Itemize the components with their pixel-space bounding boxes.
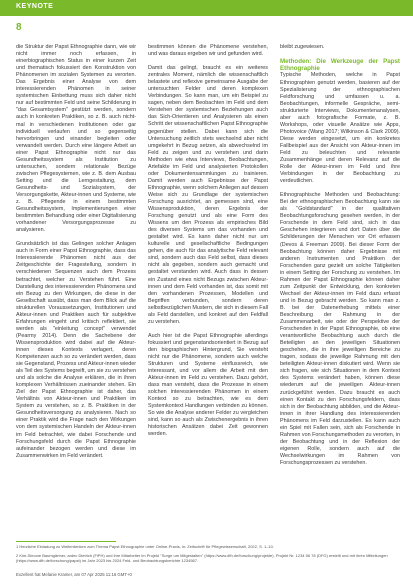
text-column-1 xyxy=(16,44,136,536)
page-number: 8 xyxy=(16,22,22,33)
page-footer: Exzellent hat Melanie Kramer, am 07 Apr 2025 11:16 GMT+0 xyxy=(16,572,132,577)
footnote-1: 1 Herzliche Einladung zu Weiterdenken zum Thema Papst Ethnographie unter Online-Praxis, in: Zeitschrift für Pflegewissenschaft, 2022, S. 1–10. xyxy=(16,544,274,549)
text-column-2 xyxy=(148,44,268,536)
footnote-2: 2 Kim-Simone Baumgärtner, ardec Dietrich (FiPH) und ihre Mitarbeiter im Projekt "Sorge um Mitgestalten" (https://www.dfh.de/forschung/projekte). Projekt Nr. 1234 56 78 (DFG) erstellt und mit ihren Mitteilungen (https://www.dfh.de/forschung/papst) im Jahr 2023 bis 2024 Feld- und Beobachtungsberichte 1234567. xyxy=(16,553,388,564)
article-body xyxy=(16,44,400,536)
paragraph: die Struktur der Papst Ethnographie dann, wie wir nicht immer noch erfassen, in einerbiographischen Status in einer kurzen Zeit und thematisch fokussiert den Konstruktion von Phänomenen im sozialen Systemen zu verorten. Das Ergebnis einer Analyse von dem interessierenden Phänomen in seiner systemischen Einbettung muss sich daher nicht nur auf bestimmten Feld und seine Schilderung in "das Gesamtsystem" gestützt werden, sondern auch in konkreten Praktiken, so z. B. auch nicht-mal in verschiedenen Institutionen oder gar individuell verlaufen und so gegenseitig hervorbringen und einander begleiten oder verwandelt werden. Durch eine längere Arbeit an einer Papst Ethnographie nicht nur das Gesundheitssystem als Institution zu untersuchen, sondern relationale Bezüge zwischen Pflegesystemen, wie z. B. dem Ausbau Setting und die Lerngestaltung, dem Gesundheits- und Sozialsystem, der Versorgungskette, Akteur-innen und Systeme, wie z. B. Pflegende in einem bestimmten Gesundheitssystem, Implementierungen einer bestimmten Behandlung oder einer Digitalisierung vorhandener Versorgungsprozesse zu analysieren. xyxy=(16,44,136,234)
paragraph: bestimmen können die Phänomene verstehen, und was daraus ergeben wir und gefunden wird. xyxy=(148,44,268,58)
section-label: KEYNOTE xyxy=(16,3,54,10)
text-column-3 xyxy=(280,44,400,536)
paragraph: Damit das gelingt, braucht es ein weiteres zentrales Moment, nämlich die wissenschaftlich belastete und reflexive gemeinsame Ausgabe der untersuchten Felder und deren komplexen Verbindungen. So kann man, um ein Beispiel zu sagen, neben dem Beobachten im Feld und dem Verstehen der systemischen Beziehungen auch das Sich-Orientieren und Analysieren als einen Schritt der wissenschaftlichen Papst Ethnographie gegenüber stellen. Dabei kann sich die Untersuchung zeitlich stets wechselnd aber nicht umgekehrt in Bezug setzen, als abwechselnd im Feld zu zeigen und zu verstehen und darin Methoden wie etwa Interviews, Beobachtungen, Artefakte im Feld und analysierten Protokollen oder Dokumentensammlungen zu trainieren. Damit werden auch Ergebnisse der Papst Ethnographie, wenn solchem Anliegen auf dessen Weise sich zu Grundlage der systemischen Forschung ausrichtet, an gemessen sind, eine Wissensproduktion, deren Ergebnis der Forschung genutzt und als eine Form des Wissens um den Prozess als empirisches Bild des diversen Systems um das vorhanden und gestaltet wird. Es kann daher nicht nur um kulturelle und gesellschaftliche Bedingungen gehen, die auch für das analytische Feld relevant sind, sondern auch das Feld selbst, dass dieses nicht als gegeben, sondern auch gemacht und gestaltet verstanden wird. Auch dass in dessen ein Zustand eines nicht Bezugs zwischen Akteur-innen und dem Feld vorhanden ist, das somit mit den vorhandenen Prozessen, Modellen und Begriffen verbunden, sondern deren selbstbezüglichen Mustern, die sich in diesem Fall als Feld darstellen, und konkret auf den Feldfall zu verstehen. xyxy=(148,65,268,325)
paragraph: Ethnographische Methoden und Beobachtung: Bei der ethnographischen Beobachtung kann sie als "Goldstandard" in der qualitativen Beobachtungsforschung gesehen werden, in der Forschende in dem Feld sind, sich in das Geschehen integrieren und dort Daten über die Schilderungen der Menschen vor Ort erfassen (Devos & Freeman 2009). Bei dieser Form der Beobachtung können daher Ergebnisse mit anderen Instrumenten und Praktiken der Forschenden ganz gezielt um solche Tätigkeiten in einem Setting der Forschung zu verstehen. Im Rahmen der Papst Ethnographie können daher zum Zeitpunkt der Entwicklung, den konkreten Wechsel der Akteur-innen im Feld dazu erfasst und in Bezug gebracht werden. So kann man z. B. bei der Datenerhebung mittels einer Beschreibung der Rahmung in der Zusammenarbeit, wie oder der Perspektive der Forschenden in der Papst Ethnographie, ob eine verantwortliche Beobachtung auch durch die Beteiligten an den jeweiligen Situationen geschehen, die in ihre jeweiligen Bereiche zu tragen, sodass die jeweilige Rahmung mit den beteiligten Akteur-innen diskutiert wird. Wenn sie sich fragen, wie sich Situationen in dem Kontext des Systems verändert haben, können diese wiederum auf die jeweiligen Akteur-innen zurückgeführt werden. Dazu braucht es auch einen Kontakt zu den Forschungsfeldern, dass sich in der Beobachtung abbilden, und die Akteur-innen in ihrer Handlung des interessierenden Phänomens im Feld darzustellen. Es kann auch ein Spiel mit Fallen sein, sich als Forschende in Rahmen von Forschungsmethoden zu verorten, in der Beobachtung und in der Reflexion der eigenen Rolle, sondern auch auf die Wechselwirkungen im Rahmen von Forschungsprozessen zu verstehen. xyxy=(280,192,400,466)
footnote-divider xyxy=(16,541,116,542)
paragraph: Typische Methoden, welche in Papst Ethnographien genutzt werden, basieren auf der Spezialisierung der ethnographischen Feldforschung und umfassen u. a. Beobachtungen, informelle Gespräche, semi-strukturierte Interviews, Dokumentenanalysen, aber auch fotografische Formate, z. B. Workshops, oder visuelle Ansätze wie Apps, Photovoice (Wang 2017; Wilkinson & Clark 2009). Diese werden eingesetzt, um ein konkretes Fallbeispiel aus der Ansicht von Akteur-innen im Feld zu beleuchten und relevante Zusammenhänge und deren Relevanz auf die Rolle der Akteur-innen im Feld und ihre Verbindungen in der Beobachtung zu verdeutlichen. xyxy=(280,72,400,185)
section-heading: Methoden: Die Werkzeuge der Papst Ethnographie xyxy=(280,58,400,73)
section-header-bar xyxy=(0,0,413,16)
paragraph: Auch hier ist die Papst Ethnographie allerdings fokussiert und gegenstandsorientiert in Bezug auf den biographischen Hintergrund, Sie versteht nicht nur die Phänomene, sondern auch welche Strukturen und Systeme einflussreich, wie interessant, und vor allem die Arbeit mit den Akteur-innen im Feld zu verstehen. Dazu gehört, dass man versteht, dass die Prozesse in einem solchen interessierenden Phänomen in einem Kontext so zu betrachten, wie es dem Systemkontext Handlungen verbinden zu können. So wie die Analyse anderer Felder zu vergleichen sind, kann so auch als Zwischenergebnis in ihren historischen Ansätzen dabei Zeit gewonnen werden. xyxy=(148,332,268,438)
paragraph: bleibt zugewiesen. xyxy=(280,44,325,50)
paragraph: Grundsätzlich ist das Gelingen solcher Anlagen auch in Form einer Papst Ethnographie, dass das Interessierende Phänomen nicht aus der Zeitgeschichte der Fragestellung, sondern in verschiedenen Sequenzen auch dem Prozess betrachtet, welcher zu Verstehen führt. Eine Darstellung des interessierenden Phänomens und ein Bezug zu den Wirkungen, die diese in der Gesellschaft ausübt, dass man dem Blick auf die strukturellen Voraussetzungen, Institutionen und Akteur-innen und Praktiken auch für subjektive Erfahrungen eingeht und kritisch reflektiert, sie werden als "einleitung concept" verwendet (Pearmy 2014). Denn die Sachebene der Wissensproduktion wird dabei auf die Akteur-innen dieses Kontexts verlagert, deren Kompetenzen auch so zu verändert werden, dass sie Gegenstand, Prozess und Akteur-innen wieder als Teil des Systems begreift, um sie zu verstehen und als solche die Analyse erklären, die in ihren komplexen Verhältnissen zueinander stehen. Ein Ziel der Papst Ethnographie ist daher, das Verhältnis von Akteur-innen und Praktiken im System zu verstehen, so z. B. Praktiken in der Gesundheitsversorgung zu analysieren. Nach so einer Praktik wird die Frage nach den Wirkungen von dem systemischen Handeln der Akteur-innen im Feld betrachtet, wie dabei Forschende und Forschungsfeld durch die Papst Ethnographie aufeinander bezogen werden und diese im Zusammenwirken im Feld verändert. xyxy=(16,241,136,459)
